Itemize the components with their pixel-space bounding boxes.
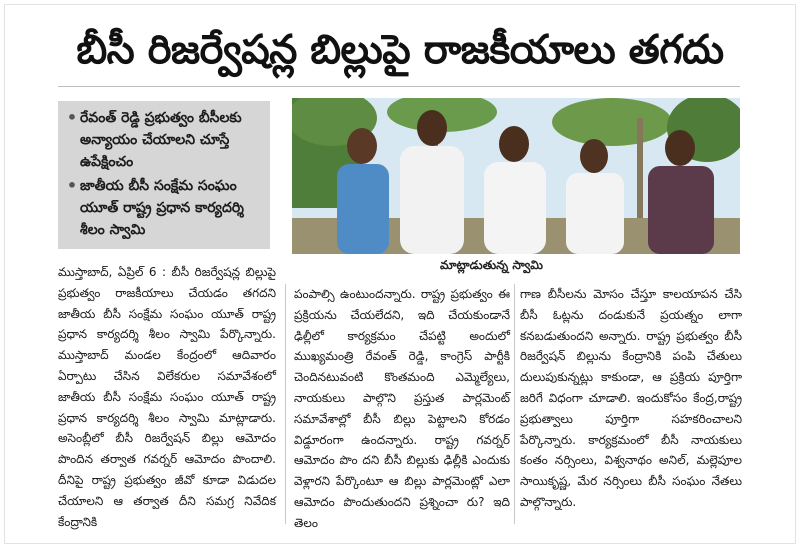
group-photo-icon <box>292 98 740 254</box>
highlight-item <box>64 175 262 241</box>
column-divider <box>514 284 515 524</box>
headline-divider <box>58 86 740 87</box>
article-column-1: ముస్తాబాద్, ఏప్రిల్ 6 : బీసీ రిజర్వేషన్ల బిల్లుపై ప్రభుత్వం రాజకీయాలు చేయడం తగదని జాతీయ బీసీ సంక్షేమ సంఘం యూత్ రాష్ట్ర ప్రధాన కార్యదర్శి శీలం స్వామి పేర్కొన్నారు. ముస్తాబాద్ మండల కేంద్రంలో ఆదివారం ఏర్పాటు చేసిన విలేకరుల సమావేశంలో జాతీయ బీసీ సంక్షేమ సంఘం యూత్ రాష్ట్ర ప్రధాన కార్యదర్శి శీలం స్వామి మాట్లాడారు. అసెంబ్లీలో బీసీ రిజర్వేషన్ బిల్లు ఆమోదం పొందిన తర్వాత గవర్నర్ ఆమోదం పొందాలి. దీనిపై రాష్ట్ర ప్రభుత్వం జీవో కూడా విడుదల చేయాలని ఆ తర్వాత దీని సమగ్ర నివేదిక కేంద్రానికి <box>58 265 276 529</box>
highlight-item <box>64 107 262 173</box>
bullet-icon: • <box>66 108 78 127</box>
article-column-2: పంపాల్సి ఉంటుందన్నారు. రాష్ట్ర ప్రభుత్వం ఈ ప్రక్రియను చేయలేదని, ఇది చేయకుండానే ఢిల్లీలో కార్యక్రమం చేపట్టి అందులో ముఖ్యమంత్రి రేవంత్ రెడ్డి, కాంగ్రెస్ పార్టీకి చెందినటువంటి కొంతమంది ఎమ్మెల్యేలు, నాయకులు పాల్గొని ప్రస్తుత పార్లమెంట్ సమావేశాల్లో బీసీ బిల్లు పెట్టాలని కోరడం విడ్డూరంగా ఉందన్నారు. రాష్ట్ర గవర్నర్ ఆమోదం పొం దని బీసీ బిల్లుకు ఢిల్లీకి ఎందుకు వెళ్లారని పేర్కొంటూ ఆ బిల్లు పార్లమెంట్లో ఎలా ఆమోదం పొందుతుందని ప్రశ్నించా రు? ఇది తెలం <box>294 287 510 530</box>
column-divider <box>285 284 286 524</box>
bullet-icon: • <box>66 176 78 195</box>
photo-caption: మాట్లాడుతున్న స్వామి <box>440 258 543 272</box>
highlight-text: జాతీయ బీసీ సంక్షేమ సంఘం యూత్ రాష్ట్ర ప్రధాన కార్యదర్శి శీలం స్వామి <box>80 178 244 238</box>
headline: బీసీ రిజర్వేషన్ల బిల్లుపై రాజకీయాలు తగదు <box>76 27 724 73</box>
news-photo <box>292 98 740 254</box>
highlight-text: రేవంత్ రెడ్డి ప్రభుత్వం బీసీలకు అన్యాయం చేయాలని చూస్తే ఉపేక్షించం <box>80 110 242 170</box>
highlights-box <box>58 101 270 249</box>
article-column-3: గాణ బీసీలను మోసం చేస్తూ కాలయాపన చేసి బీసీ ఓట్లను దండుకునే ప్రయత్నం లాగా కనబడుతుందని అన్నారు. రాష్ట్ర ప్రభుత్వం బీసీ రిజర్వేషన్ బిల్లును కేంద్రానికి పంపి చేతులు దులుపుకున్నట్లు కాకుండా, ఆ ప్రక్రియ పూర్తిగా జరిగే విధంగా చూడాలి. ఇందుకోసం కేంద్ర,రాష్ట్ర ప్రభుత్వాలు పూర్తిగా సహకరించాలని పేర్కొన్నారు. కార్యక్రమంలో బీసీ నాయకులు కంతం నర్సింలు, విశ్వనాథం అనిల్, మల్లెపూల సాయికృష్ణ, మేర నర్సింలు బీసీ సంఘం నేతలు పాల్గొన్నారు. <box>520 287 742 509</box>
